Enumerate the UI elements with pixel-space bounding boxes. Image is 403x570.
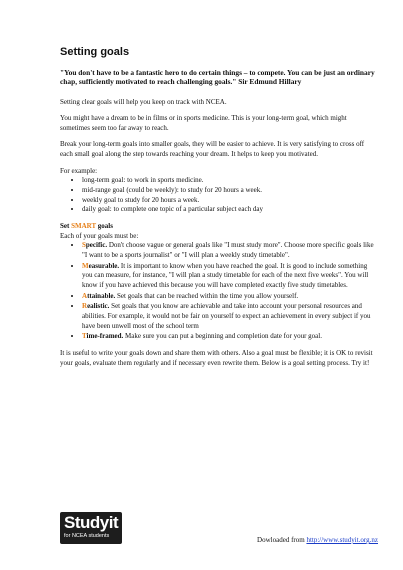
smart-heading [60,222,375,232]
smart-text: Set goals that can be reached within the time you allow yourself. [115,291,299,300]
smart-letter: M [82,261,89,270]
hillary-quote: "You don't have to be a fantastic hero to do certain things – to compete. You can be just an ordinary chap, sufficiently motivated to reach challenging goals." Sir Edmund Hillary [60,68,375,87]
list-item: • weekly goal to study for 20 hours a week. [82,196,375,206]
break-goals-paragraph: Break your long-term goals into smaller goals, they will be easier to achieve. It is very satisfying to cross off each small goal along the step towards reaching your dream. It helps to keep you motivated. [60,140,365,159]
smart-item-time-framed [82,332,375,342]
smart-heading-suffix: goals [96,222,113,231]
smart-heading-prefix: Set [60,222,72,231]
smart-item-measurable [82,262,375,291]
smart-word: SMART [71,222,97,231]
smart-term: ime-framed. [86,332,124,341]
logo-wordmark: Studyit [64,513,119,532]
list-item: • mid-range goal (could be weekly): to study for 20 hours a week. [82,186,375,196]
smart-text: Don't choose vague or general goals like "I must study more". Choose more specific goals like "I want to be a sports journalist" or "I will plan a weekly study timetable". [82,241,374,260]
smart-term: easurable. [88,261,120,270]
smart-item-attainable [82,292,375,302]
smart-item-specific [82,241,375,260]
studyit-link[interactable]: http://www.studyit.org.nz [306,536,378,544]
studyit-logo [60,512,122,544]
list-item: • daily goal: to complete one topic of a particular subject each day [82,205,375,215]
smart-letter: R [82,302,88,311]
logo-tagline: for NCEA students [64,533,110,539]
smart-letter: T [82,332,87,341]
smart-letter: A [82,291,88,300]
smart-text: It is important to know when you have reached the goal. It is good to include something you can measure, for instance, "I will plan a study timetable for each of the next five weeks". You will know if you have achieved this because you will have completed exactly five study timetables. [82,261,369,289]
download-label: Dowloaded from [257,536,305,544]
smart-term: ealistic. [87,302,110,311]
page-title: Setting goals [60,46,130,58]
example-label: For example: [60,166,98,175]
closing-paragraph: It is useful to write your goals down and share them with others. Also a goal must be flexible; it is OK to revisit your goals, evaluate them regularly and if necessary even rewrite them. Below is a goal setting process. Try it! [60,348,373,367]
long-term-goal-paragraph: You might have a dream to be in films or in sports medicine. This is your long-term goal, which might sometimes seem too far away to reach. [60,114,347,132]
example-list [60,176,375,215]
smart-letter: S [82,241,86,250]
smart-intro: Each of your goals must be: [60,231,139,240]
smart-term: ttainable. [87,291,116,300]
smart-term: pecific. [85,241,108,250]
smart-item-realistic [82,302,375,331]
smart-list [60,241,375,342]
intro-paragraph: Setting clear goals will help you keep on track with NCEA. [60,97,227,106]
smart-text: Make sure you can put a beginning and completion date for your goal. [123,332,322,341]
smart-text: Set goals that you know are achievable and take into account your personal resources and abilities. For example, it would not be fair on yourself to expect an achievement in every subject if you have been unwell most of the school term [82,302,371,330]
download-note [257,536,378,544]
list-item: • long-term goal: to work in sports medicine. [82,176,375,186]
footer [60,512,378,548]
